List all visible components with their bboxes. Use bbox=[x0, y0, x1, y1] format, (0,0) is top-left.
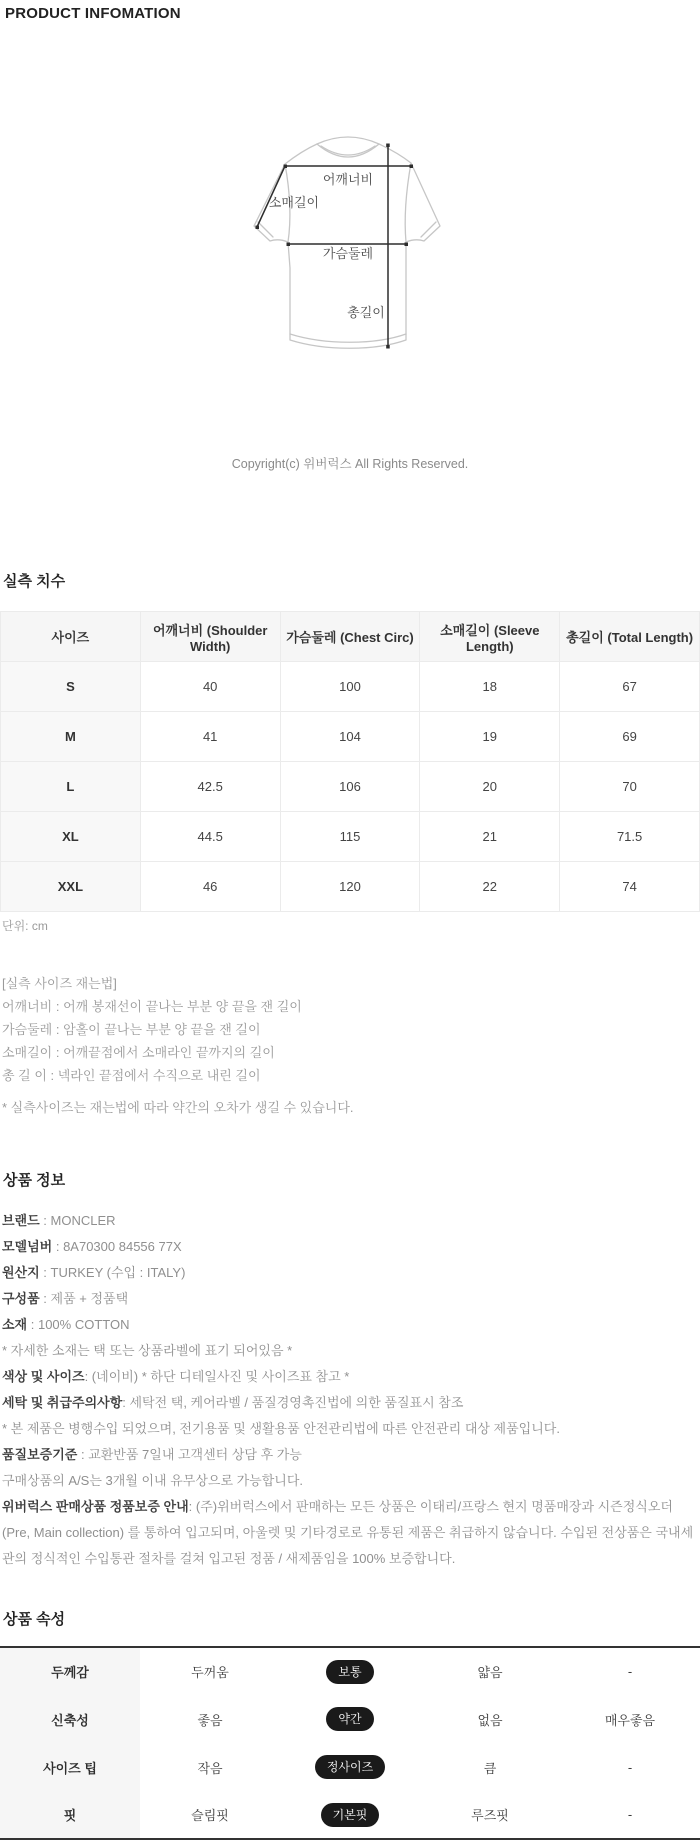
col-header-length: 총길이 (Total Length) bbox=[560, 612, 700, 662]
info-label: 소재 bbox=[2, 1317, 28, 1332]
size-label: XL bbox=[1, 812, 141, 862]
note-line: 소매길이 : 어깨끝점에서 소매라인 끝까지의 길이 bbox=[2, 1045, 275, 1060]
note-line: 총 길 이 : 넥라인 끝점에서 수직으로 내린 길이 bbox=[2, 1068, 261, 1083]
page-title: PRODUCT INFOMATION bbox=[5, 5, 181, 22]
info-item bbox=[2, 1260, 700, 1286]
attr-option: 매우좋음 bbox=[560, 1695, 700, 1743]
info-label: 품질보증기준 bbox=[2, 1447, 78, 1462]
info-label: 위버럭스 판매상품 정품보증 안내 bbox=[2, 1499, 189, 1514]
size-measurement-table bbox=[0, 611, 700, 912]
attr-row-size-tip bbox=[0, 1743, 700, 1791]
table-row bbox=[1, 862, 700, 912]
cell-value: 120 bbox=[280, 862, 420, 912]
product-attributes-table bbox=[0, 1646, 700, 1840]
attr-option: 큼 bbox=[420, 1743, 560, 1791]
info-item bbox=[2, 1286, 700, 1312]
attr-option-selected bbox=[280, 1743, 420, 1791]
info-label: 세탁 및 취급주의사항 bbox=[2, 1395, 123, 1410]
cell-value: 41 bbox=[140, 712, 280, 762]
attr-row-fit bbox=[0, 1791, 700, 1839]
attr-option: 두꺼움 bbox=[140, 1647, 280, 1695]
info-value: * 자세한 소재는 택 또는 상품라벨에 표기 되어있음 * bbox=[2, 1343, 293, 1358]
info-item bbox=[2, 1208, 700, 1234]
total-length-label: 총길이 bbox=[347, 305, 385, 320]
info-item bbox=[2, 1234, 700, 1260]
info-label: 구성품 bbox=[2, 1291, 40, 1306]
attr-option: 좋음 bbox=[140, 1695, 280, 1743]
section-title-product-info: 상품 정보 bbox=[3, 1172, 66, 1189]
size-label: L bbox=[1, 762, 141, 812]
info-item bbox=[2, 1442, 700, 1468]
info-item bbox=[2, 1416, 700, 1442]
cell-value: 104 bbox=[280, 712, 420, 762]
attr-option-selected bbox=[280, 1647, 420, 1695]
info-value: : MONCLER bbox=[39, 1213, 116, 1228]
info-value: : (네이비) * 하단 디테일사진 및 사이즈표 참고 * bbox=[84, 1369, 350, 1384]
size-label: XXL bbox=[1, 862, 141, 912]
info-value: : 100% COTTON bbox=[27, 1317, 130, 1332]
cell-value: 40 bbox=[140, 662, 280, 712]
info-item bbox=[2, 1494, 700, 1572]
col-header-shoulder: 어깨너비 (Shoulder Width) bbox=[140, 612, 280, 662]
selected-pill: 보통 bbox=[326, 1660, 373, 1684]
info-value: 구매상품의 A/S는 3개월 이내 유무상으로 가능합니다. bbox=[2, 1473, 304, 1488]
info-value: * 본 제품은 병행수입 되었으며, 전기용품 및 생활용품 안전관리법에 따른 안전관리 대상 제품입니다. bbox=[2, 1421, 560, 1436]
attr-option: 루즈핏 bbox=[420, 1791, 560, 1839]
info-value: : TURKEY (수입 : ITALY) bbox=[39, 1265, 186, 1280]
attr-label: 핏 bbox=[0, 1791, 140, 1839]
col-header-size: 사이즈 bbox=[1, 612, 141, 662]
size-label: S bbox=[1, 662, 141, 712]
selected-pill: 정사이즈 bbox=[315, 1755, 385, 1779]
attr-option: - bbox=[560, 1791, 700, 1839]
attr-option: 슬림핏 bbox=[140, 1791, 280, 1839]
cell-value: 21 bbox=[420, 812, 560, 862]
chest-circ-label: 가슴둘레 bbox=[322, 246, 374, 261]
note-line: 어깨너비 : 어깨 봉재선이 끝나는 부분 양 끝을 잰 길이 bbox=[2, 999, 302, 1014]
info-label: 색상 및 사이즈 bbox=[2, 1369, 85, 1384]
info-value: : 제품 + 정품택 bbox=[39, 1291, 129, 1306]
shoulder-width-label: 어깨너비 bbox=[322, 172, 374, 187]
info-item bbox=[2, 1312, 700, 1338]
cell-value: 106 bbox=[280, 762, 420, 812]
cell-value: 71.5 bbox=[560, 812, 700, 862]
tshirt-diagram-svg bbox=[250, 118, 450, 362]
measurement-disclaimer: * 실측사이즈는 재는법에 따라 약간의 오차가 생길 수 있습니다. bbox=[2, 1100, 354, 1115]
cell-value: 74 bbox=[560, 862, 700, 912]
cell-value: 69 bbox=[560, 712, 700, 762]
info-item bbox=[2, 1390, 700, 1416]
info-label: 원산지 bbox=[2, 1265, 40, 1280]
note-line: 가슴둘레 : 암홀이 끝나는 부분 양 끝을 잰 길이 bbox=[2, 1022, 261, 1037]
cell-value: 44.5 bbox=[140, 812, 280, 862]
product-info-list bbox=[0, 1208, 700, 1572]
note-line: [실측 사이즈 재는법] bbox=[2, 976, 117, 991]
attr-label: 사이즈 팁 bbox=[0, 1743, 140, 1791]
sleeve-length-label: 소매길이 bbox=[268, 195, 320, 210]
info-item bbox=[2, 1364, 700, 1390]
cell-value: 18 bbox=[420, 662, 560, 712]
copyright-text: Copyright(c) 위버럭스 All Rights Reserved. bbox=[231, 457, 469, 471]
info-value: : 8A70300 84556 77X bbox=[52, 1239, 182, 1254]
section-title-measurements: 실측 치수 bbox=[3, 573, 66, 590]
attr-label: 신축성 bbox=[0, 1695, 140, 1743]
info-item bbox=[2, 1338, 700, 1364]
cell-value: 115 bbox=[280, 812, 420, 862]
measuring-guide-notes bbox=[0, 972, 700, 1119]
table-row bbox=[1, 662, 700, 712]
info-label: 브랜드 bbox=[2, 1213, 40, 1228]
info-value: : (주)위버럭스에서 판매하는 모든 상품은 이태리/프랑스 현지 명품매장과 시즌정식오더 (Pre, Main collection) 를 통하여 입고되며, 아울렛 및 기타경로로 유통된 제품은 취급하지 않습니다. 수입된 전상품은 국내세관의 정식적인 수입통관 절차를 걸쳐 입고된 정품 / 새제품임을 100% 보증합니다. bbox=[2, 1499, 694, 1566]
cell-value: 67 bbox=[560, 662, 700, 712]
info-item bbox=[2, 1468, 700, 1494]
unit-note: 단위: cm bbox=[2, 919, 48, 933]
size-diagram bbox=[0, 118, 700, 362]
info-value: : 세탁전 택, 케어라벨 / 품질경영촉진법에 의한 품질표시 참조 bbox=[122, 1395, 464, 1410]
cell-value: 19 bbox=[420, 712, 560, 762]
cell-value: 46 bbox=[140, 862, 280, 912]
cell-value: 22 bbox=[420, 862, 560, 912]
cell-value: 42.5 bbox=[140, 762, 280, 812]
attr-option: - bbox=[560, 1743, 700, 1791]
attr-row-elasticity bbox=[0, 1695, 700, 1743]
size-label: M bbox=[1, 712, 141, 762]
section-title-attributes: 상품 속성 bbox=[3, 1611, 66, 1628]
cell-value: 20 bbox=[420, 762, 560, 812]
attr-label: 두께감 bbox=[0, 1647, 140, 1695]
size-table-header-row bbox=[1, 612, 700, 662]
selected-pill: 기본핏 bbox=[321, 1803, 380, 1827]
selected-pill: 약간 bbox=[326, 1707, 373, 1731]
attr-option: - bbox=[560, 1647, 700, 1695]
table-row bbox=[1, 812, 700, 862]
col-header-chest: 가슴둘레 (Chest Circ) bbox=[280, 612, 420, 662]
info-label: 모델넘버 bbox=[2, 1239, 53, 1254]
attr-option-selected bbox=[280, 1695, 420, 1743]
attr-option-selected bbox=[280, 1791, 420, 1839]
info-value: : 교환반품 7일내 고객센터 상담 후 가능 bbox=[77, 1447, 302, 1462]
attr-option: 없음 bbox=[420, 1695, 560, 1743]
cell-value: 70 bbox=[560, 762, 700, 812]
attr-option: 얇음 bbox=[420, 1647, 560, 1695]
cell-value: 100 bbox=[280, 662, 420, 712]
attr-row-thickness bbox=[0, 1647, 700, 1695]
table-row bbox=[1, 712, 700, 762]
table-row bbox=[1, 762, 700, 812]
col-header-sleeve: 소매길이 (Sleeve Length) bbox=[420, 612, 560, 662]
attr-option: 작음 bbox=[140, 1743, 280, 1791]
